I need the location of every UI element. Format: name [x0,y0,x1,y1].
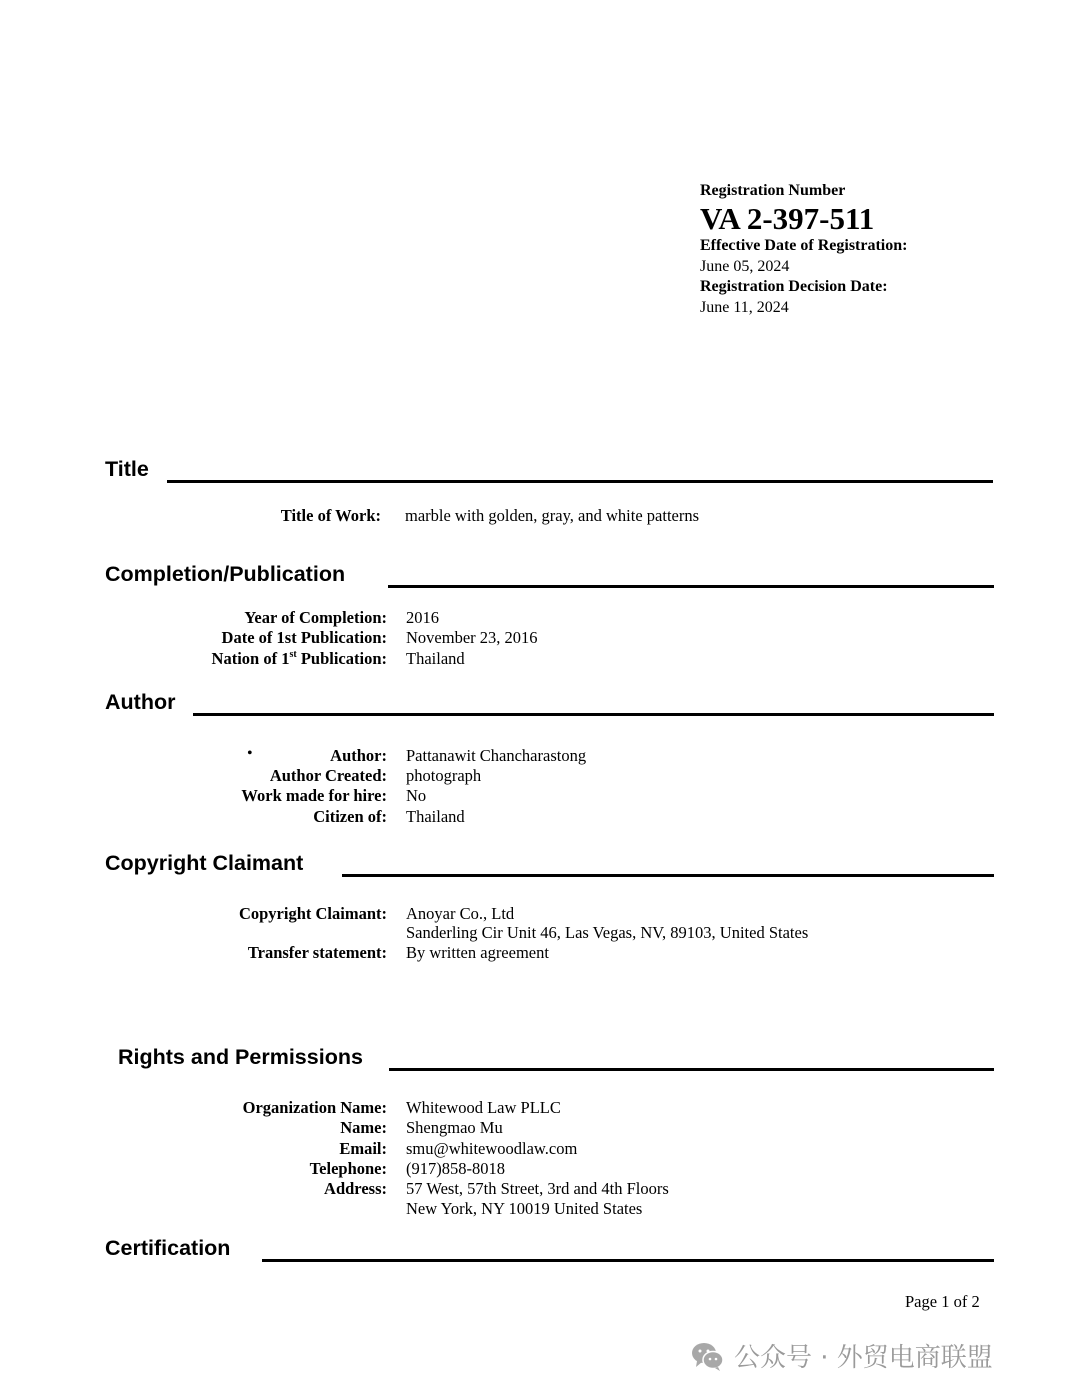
section-heading-claimant: Copyright Claimant [105,851,304,875]
page-number: Page 1 of 2 [905,1292,980,1311]
copyright-claimant-label: Copyright Claimant: [238,904,387,923]
registration-block [700,181,907,318]
watermark [690,1337,993,1374]
author-label: Author: [330,746,387,765]
section-rule [389,1068,994,1071]
section-rule [342,874,994,877]
section-heading-rights: Rights and Permissions [118,1045,363,1069]
author-created-label: Author Created: [269,766,387,785]
citizen-of-label: Citizen of: [313,807,387,826]
title-of-work-value: marble with golden, gray, and white patterns [405,506,700,525]
organization-name-label: Organization Name: [242,1098,387,1117]
decision-date: June 11, 2024 [700,299,789,316]
transfer-statement-value: By written agreement [406,943,549,962]
first-publication-date-value: November 23, 2016 [406,628,538,647]
registration-number: VA 2-397-511 [700,201,875,236]
author-bullet: • [247,745,253,762]
email-label: Email: [339,1139,387,1158]
nation-of-publication-label: Nation of 1st Publication: [211,648,387,668]
section-heading-title: Title [105,457,149,481]
work-for-hire-value: No [406,786,427,805]
author-created-value: photograph [406,766,482,785]
section-heading-completion: Completion/Publication [105,562,346,586]
section-rule [167,480,993,483]
work-for-hire-label: Work made for hire: [241,786,387,805]
telephone-label: Telephone: [309,1159,387,1178]
address-line-2: New York, NY 10019 United States [406,1199,643,1218]
organization-name-value: Whitewood Law PLLC [406,1098,561,1117]
section-heading-certification: Certification [105,1236,231,1260]
section-rule [193,713,994,716]
first-publication-date-label: Date of 1st Publication: [221,628,387,647]
effective-date-label: Effective Date of Registration: [700,237,908,254]
telephone-value: (917)858-8018 [406,1159,505,1178]
watermark-text: 公众号 · 外贸电商联盟 [734,1343,993,1373]
decision-date-label: Registration Decision Date: [700,278,888,295]
registration-number-label: Registration Number [700,182,846,199]
section-rule [388,585,994,588]
copyright-claimant-name: Anoyar Co., Ltd [406,904,515,923]
nation-of-publication-value: Thailand [406,649,465,668]
section-rule [262,1259,994,1262]
author-value: Pattanawit Chancharastong [406,746,587,765]
year-of-completion-value: 2016 [406,608,439,627]
year-of-completion-label: Year of Completion: [244,608,387,627]
copyright-claimant-address: Sanderling Cir Unit 46, Las Vegas, NV, 89103, United States [406,923,809,942]
citizen-of-value: Thailand [406,807,465,826]
transfer-statement-label: Transfer statement: [247,943,387,962]
email-value: smu@whitewoodlaw.com [406,1139,578,1158]
address-line-1: 57 West, 57th Street, 3rd and 4th Floors [406,1179,669,1198]
wechat-icon [690,1340,726,1372]
effective-date: June 05, 2024 [700,258,790,275]
section-heading-author: Author [105,690,176,714]
contact-name-value: Shengmao Mu [406,1118,503,1137]
contact-name-label: Name: [340,1118,387,1137]
title-of-work-label: Title of Work: [280,506,381,525]
address-label: Address: [324,1179,387,1198]
